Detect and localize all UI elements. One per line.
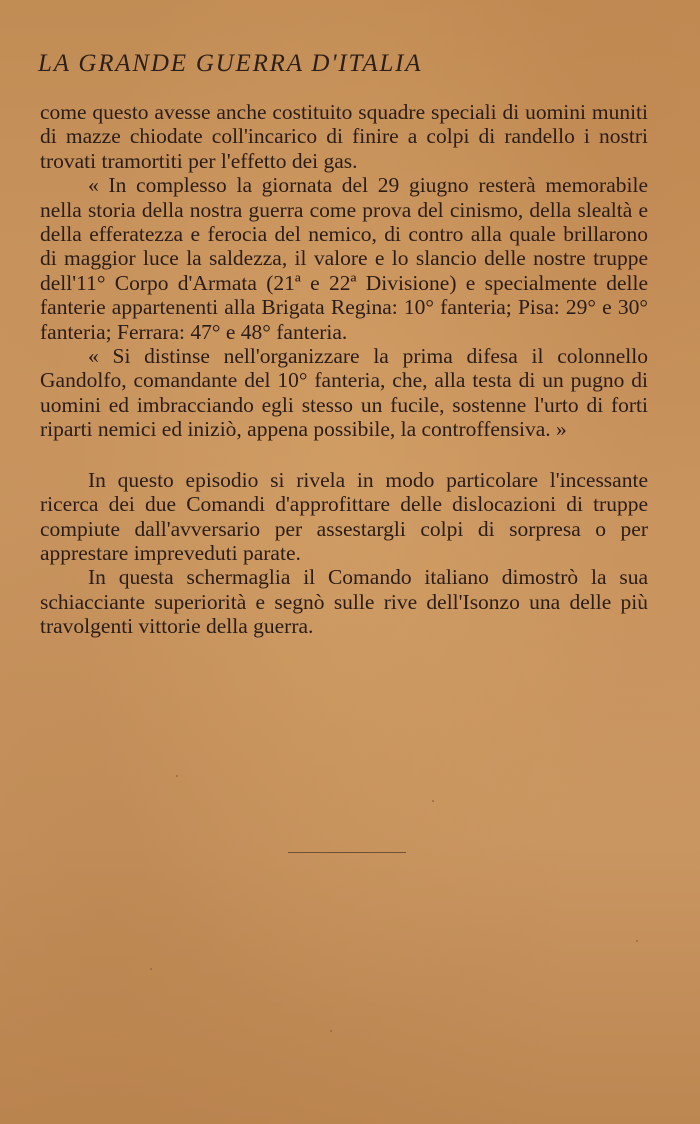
paper-speck	[636, 940, 638, 942]
paper-speck	[150, 968, 152, 970]
section-separator-rule	[288, 852, 406, 853]
paper-speck	[330, 1030, 332, 1032]
body-text	[40, 100, 648, 639]
paragraph-continuation: come questo avesse anche costituito squadre speciali di uomini muniti di mazze chiodate coll'incarico di finire a colpi di randello i nostri trovati tramortiti per l'effetto dei gas.	[40, 100, 648, 173]
paragraph-quote-gandolfo: « Si distinse nell'organizzare la prima difesa il colonnello Gandolfo, comandante del 10° fanteria, che, alla testa di un pugno di uomini ed imbracciando egli stesso un fucile, sostenne l'urto di forti riparti nemici ed iniziò, appena possibile, la controffensiva. »	[40, 344, 648, 442]
paragraph-episodio: In questo episodio si rivela in modo particolare l'incessante ricerca dei due Comandi d'approfittare delle dislocazioni di truppe compiute dall'avversario per assestargli colpi di sorpresa o per apprestare impreveduti parate.	[40, 467, 648, 565]
paragraph-schermaglia: In questa schermaglia il Comando italiano dimostrò la sua schiacciante superiorità e segnò sulle rive dell'Isonzo una delle più travolgenti vittorie della guerra.	[40, 565, 648, 639]
running-head-title: LA GRANDE GUERRA D'ITALIA	[38, 50, 423, 77]
paragraph-gap	[40, 442, 648, 468]
paper-speck	[432, 800, 434, 802]
paper-speck	[176, 775, 178, 777]
paragraph-quote-giornata: « In complesso la giornata del 29 giugno resterà memorabile nella storia della nostra guerra come prova del cinismo, della slealtà e della efferatezza e ferocia del nemico, di contro alla quale brillarono di maggior luce la saldezza, il valore e lo slancio delle nostre truppe dell'11° Corpo d'Armata (21ª e 22ª Divisione) e specialmente delle fanterie appartenenti alla Brigata Regina: 10° fanteria; Pisa: 29° e 30° fanteria; Ferrara: 47° e 48° fanteria.	[40, 173, 648, 344]
